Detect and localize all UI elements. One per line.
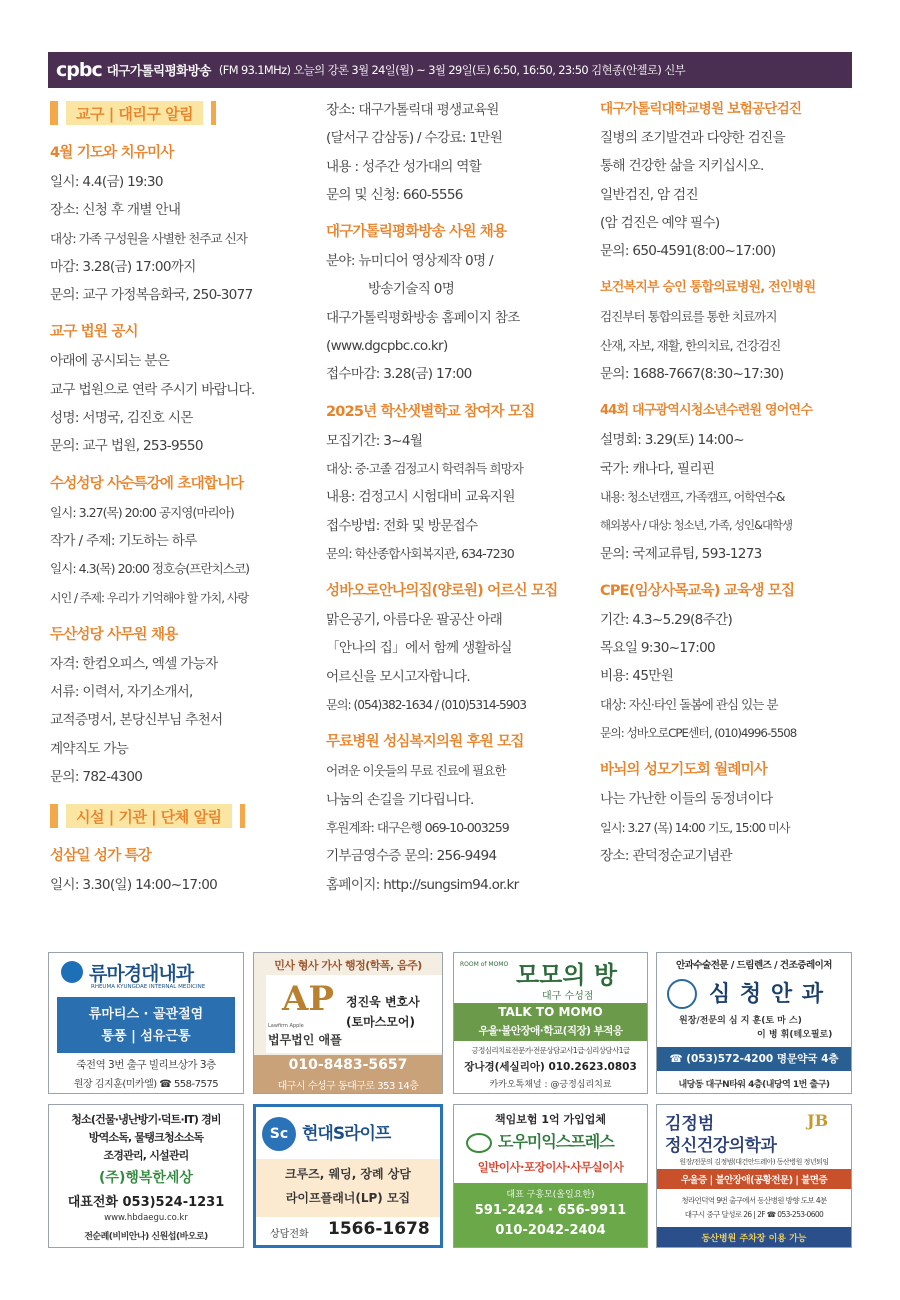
ad-life-service bbox=[253, 1104, 443, 1248]
ad-momo-counseling bbox=[453, 952, 648, 1094]
ad-tagline: TALK TO MOMO bbox=[498, 1005, 603, 1019]
rheuma-logo-icon bbox=[61, 961, 83, 983]
notice-line: 일시: 3.30(일) 14:00~17:00 bbox=[50, 877, 218, 894]
ad-kakao: 카카오톡채널 : @긍정심리치료 bbox=[489, 1080, 612, 1090]
notice-line: 검진부터 통합의료를 통한 치료까지 bbox=[600, 309, 777, 325]
ad-phone: 1566-1678 bbox=[328, 1219, 430, 1239]
notice-hymn-lecture-cont bbox=[326, 96, 588, 209]
ad-eye-clinic bbox=[656, 952, 852, 1094]
ad-people: 전순례(비비안나) 신원섭(바오로) bbox=[84, 1232, 208, 1242]
notice-line: 문의: 교구 법원, 253-9550 bbox=[50, 438, 203, 455]
eye-logo-icon bbox=[667, 979, 697, 1009]
notice-line: 기간: 4.3~5.29(8주간) bbox=[600, 611, 733, 628]
ad-facility-mgmt bbox=[48, 1104, 244, 1248]
ad-credentials: 긍정심리치료전문가·전문상담교사1급·심리상담사1급 bbox=[471, 1046, 630, 1055]
notice-line: 후원계좌: 대구은행 069-10-003259 bbox=[326, 819, 509, 835]
notice-line: 방송기술직 0명 bbox=[368, 281, 455, 298]
section-title: 교구 | 대리구 알림 bbox=[66, 101, 203, 125]
ad-services: 크루즈, 웨딩, 장례 상담 bbox=[285, 1167, 411, 1181]
ad-directions: 청라언덕역 9번 출구에서 동산병원 방향 도보 4분 bbox=[681, 1196, 827, 1205]
ad-title: 김정범 bbox=[665, 1114, 715, 1134]
notice-title: 바뇌의 성모기도회 월례미사 bbox=[600, 762, 767, 779]
ad-headline: 민사 형사 가사 행정(학폭, 음주) bbox=[274, 959, 422, 972]
notice-line: 분야: 뉴미디어 영상제작 0명 / bbox=[326, 253, 493, 270]
ad-recruit: 라이프플래너(LP) 모집 bbox=[285, 1191, 411, 1205]
ad-title: 류마경대내과 bbox=[89, 963, 194, 985]
notice-line: 문의: (054)382-1634 / (010)5314-5903 bbox=[326, 698, 527, 713]
notice-line: 아래에 공시되는 분은 bbox=[50, 353, 170, 370]
column-3 bbox=[600, 96, 858, 880]
notice-title: 2025년 학산샛별학교 참여자 모집 bbox=[326, 403, 535, 420]
notice-line: 교적증명서, 본당신부님 추천서 bbox=[50, 712, 223, 729]
ad-subtitle: RHEUMA KYUNGDAE INTERNAL MEDICINE bbox=[91, 984, 206, 990]
notice-line: 대상: 가족 구성원을 사별한 천주교 신자 bbox=[50, 230, 247, 246]
notice-line: 성명: 서명국, 김진호 시몬 bbox=[50, 410, 193, 427]
notice-line: 내용: 검정고시 시험대비 교육지원 bbox=[326, 489, 515, 506]
notice-line: 문의: 782-4300 bbox=[50, 769, 143, 786]
notice-title: 성삼일 성가 특강 bbox=[50, 848, 151, 865]
notice-line: 설명회: 3.29(토) 14:00~ bbox=[600, 432, 744, 449]
ad-doctor: 원장/전문의 심 지 훈(토 마 스) bbox=[679, 1016, 802, 1026]
notice-line: 대상: 중·고졸 검정고시 학력취득 희망자 bbox=[326, 460, 523, 476]
notice-banneux-mass bbox=[600, 757, 858, 870]
notice-line: 계약직도 가능 bbox=[50, 740, 129, 757]
ad-phone-label: 상담전화 bbox=[270, 1229, 309, 1240]
notice-line: 문의 및 신청: 660-5556 bbox=[326, 186, 463, 203]
ad-rheuma-clinic bbox=[48, 952, 244, 1094]
column-1 bbox=[50, 94, 308, 910]
ad-title: 모모의 방 bbox=[516, 960, 618, 989]
notice-line: 문의: 교구 가정복음화국, 250-3077 bbox=[50, 287, 253, 304]
notice-hospital-checkup bbox=[600, 96, 858, 265]
notice-english-camp bbox=[600, 398, 858, 567]
ad-headline: 책임보험 1억 가입업체 bbox=[495, 1113, 606, 1126]
notice-title: 성바오로안나의집(양로원) 어르신 모집 bbox=[326, 583, 558, 600]
section-header-diocese bbox=[50, 98, 308, 128]
truck-logo-icon bbox=[466, 1133, 492, 1153]
notice-line: 모집기간: 3~4월 bbox=[326, 432, 423, 449]
notice-cpe bbox=[600, 578, 858, 747]
notice-line: 접수마감: 3.28(금) 17:00 bbox=[326, 366, 472, 383]
ad-title: 현대S라이프 bbox=[302, 1124, 391, 1144]
notice-line: 비용: 45만원 bbox=[600, 668, 674, 685]
column-2 bbox=[326, 96, 588, 909]
section-header-facilities bbox=[50, 801, 308, 831]
notice-line: 접수방법: 전화 및 방문접수 bbox=[326, 517, 478, 534]
jb-logo-icon: JB bbox=[807, 1111, 829, 1130]
notice-line: 나눔의 손길을 기다립니다. bbox=[326, 791, 474, 808]
ad-brand: ROOM of MOMO bbox=[460, 961, 509, 968]
notice-line: (암 검진은 예약 필수) bbox=[600, 214, 720, 231]
ad-representative: 대표 구홍모(올일요한) bbox=[506, 1190, 595, 1200]
notice-line: 장소: 신청 후 개별 안내 bbox=[50, 202, 181, 219]
ad-phone: 591-2424 · 656-9911 bbox=[474, 1203, 627, 1218]
ad-firm: 법무법인 애플 bbox=[268, 1033, 342, 1047]
ad-services: 일반이사·포장이사·사무실이사 bbox=[477, 1160, 624, 1174]
notice-line: 산재, 자보, 재활, 한의치료, 건강검진 bbox=[600, 337, 781, 353]
notice-job-dusan bbox=[50, 622, 308, 791]
notice-line: 장소: 관덕정순교기념관 bbox=[600, 847, 732, 864]
sc-logo-icon: Sc bbox=[262, 1117, 296, 1151]
ad-title: 도우미익스프레스 bbox=[498, 1132, 614, 1151]
notice-line: 자격: 한컴오피스, 엑셀 가능자 bbox=[50, 655, 218, 672]
notice-line: 대구가톨릭평화방송 홈페이지 참조 bbox=[326, 309, 520, 326]
notice-free-clinic bbox=[326, 729, 588, 898]
notice-title: 대구가톨릭대학교병원 보험공단검진 bbox=[600, 101, 802, 117]
notice-line: 작가 / 주제: 기도하는 하루 bbox=[50, 532, 197, 549]
ad-moving-service bbox=[453, 1104, 648, 1248]
ad-doctor: 원장/전문의 김정범(대건안드레아) 동산병원 정년퇴임 bbox=[679, 1158, 829, 1166]
notice-line: (달서구 감삼동) / 수강료: 1만원 bbox=[326, 130, 503, 147]
notice-line: 문의: 1688-7667(8:30~17:30) bbox=[600, 366, 784, 383]
ad-branch: 대구 수성점 bbox=[542, 991, 594, 1002]
notice-line: 문의: 성바오로CPE센터, (010)4996-5508 bbox=[600, 726, 797, 741]
notice-line: 시인 / 주제: 우리가 기억해야 할 가치, 사랑 bbox=[50, 590, 249, 605]
notice-line: 문의: 650-4591(8:00~17:00) bbox=[600, 243, 776, 260]
ad-phone: ☎ (053)572-4200 명문약국 4층 bbox=[669, 1053, 839, 1065]
ad-title: (주)행복한세상 bbox=[99, 1170, 193, 1186]
ad-law-firm bbox=[253, 952, 443, 1094]
notice-cpbc-hiring bbox=[326, 219, 588, 388]
ad-address: 내당동 대구N타워 4층(내당역 1번 출구) bbox=[678, 1080, 830, 1090]
notice-line: 어르신을 모시고자합니다. bbox=[326, 668, 470, 685]
notice-court bbox=[50, 319, 308, 460]
notice-title: 수성성당 사순특강에 초대합니다 bbox=[50, 475, 244, 492]
ad-contact: 장나경(세실리아) 010.2623.0803 bbox=[464, 1061, 637, 1073]
notice-line: 맑은공기, 아름다운 팔공산 아래 bbox=[326, 612, 503, 629]
header-bar bbox=[48, 52, 852, 88]
ad-title: 정신건강의학과 bbox=[665, 1136, 777, 1156]
ad-firm-en: Lawfirm Apple bbox=[268, 1023, 304, 1029]
notice-line: 일시: 3.27 (목) 14:00 기도, 15:00 미사 bbox=[600, 820, 790, 835]
notice-title: CPE(임상사목교육) 교육생 모집 bbox=[600, 582, 795, 599]
notice-line: 내용 : 성주간 성가대의 역할 bbox=[326, 158, 482, 175]
ad-phone: 010-8483-5657 bbox=[288, 1057, 408, 1073]
notice-line: 장소: 대구가톨릭대 평생교육원 bbox=[326, 102, 499, 118]
broadcast-info: (FM 93.1MHz) 오늘의 강론 3월 24일(월) ~ 3월 29일(토) 6:50, 16:50, 23:50 김현종(안젤로) 신부 bbox=[218, 63, 686, 77]
notice-line: 일시: 4.4(금) 19:30 bbox=[50, 174, 163, 190]
notice-line: 목요일 9:30~17:00 bbox=[600, 640, 716, 657]
notice-lent-lecture bbox=[50, 471, 308, 612]
ad-service: 통풍 | 섬유근통 bbox=[101, 1029, 191, 1044]
ad-services: 우울증 | 불안장애(공황전문) | 불면증 bbox=[680, 1175, 828, 1186]
ad-phone: 010-2042-2404 bbox=[495, 1223, 606, 1238]
ad-address: 대구시 중구 달성로 26 | 2F ☎ 053-253-0600 bbox=[684, 1210, 824, 1219]
notice-line: 어려운 이웃들의 무료 진료에 필요한 bbox=[326, 763, 506, 779]
ad-address: 대구시 수성구 동대구로 353 14층 bbox=[277, 1081, 419, 1092]
ad-services: 조경관리, 시설관리 bbox=[103, 1149, 189, 1162]
notice-line: 일시: 3.27(목) 20:00 공지영(마리아) bbox=[50, 504, 234, 520]
notice-title: 교구 법원 공시 bbox=[50, 324, 138, 341]
notice-title: 무료병원 성심복지의원 후원 모집 bbox=[326, 734, 524, 751]
ad-lawyer: 정진욱 변호사 bbox=[346, 995, 420, 1009]
notice-line: 국가: 캐나다, 필리핀 bbox=[600, 460, 715, 477]
ad-psychiatry bbox=[656, 1104, 852, 1248]
notice-line: 일시: 4.3(목) 20:00 정호승(프란치스코) bbox=[50, 561, 250, 577]
ad-website: www.hbdaegu.co.kr bbox=[104, 1213, 188, 1223]
notice-title: 44회 대구광역시청소년수련원 영어연수 bbox=[600, 403, 813, 419]
notice-line: 기부금영수증 문의: 256-9494 bbox=[326, 848, 497, 865]
notice-line: 「안나의 집」에서 함께 생활하실 bbox=[326, 640, 512, 657]
station-name: 대구가톨릭평화방송 bbox=[106, 63, 211, 78]
notice-hymn-lecture bbox=[50, 843, 308, 899]
ad-service: 류마티스 · 골관절염 bbox=[88, 1007, 204, 1022]
ad-services: 청소(건물·냉난방기·덕트·IT) 경비 bbox=[71, 1113, 221, 1126]
notice-line: 교구 법원으로 연락 주시기 바랍니다. bbox=[50, 381, 255, 398]
notice-line: 문의: 학산종합사회복지관, 634-7230 bbox=[326, 545, 514, 561]
ad-headline: 안과수술전문 / 드림렌즈 / 건조증레이저 bbox=[675, 960, 832, 971]
cpbc-logo: cpbc bbox=[56, 59, 102, 81]
notice-line: 해외봉사 / 대상: 청소년, 가족, 성인&대학생 bbox=[600, 518, 792, 533]
notice-line: 홈페이지: http://sungsim94.or.kr bbox=[326, 876, 519, 893]
ad-title: 심 청 안 과 bbox=[709, 982, 824, 1007]
notice-healing-mass bbox=[50, 140, 308, 309]
notice-line: 질병의 조기발견과 다양한 검진을 bbox=[600, 130, 785, 146]
notice-integrated-hospital bbox=[600, 275, 858, 388]
notice-line: (www.dgcpbc.co.kr) bbox=[326, 338, 448, 355]
notice-title: 두산성당 사무원 채용 bbox=[50, 626, 178, 643]
notice-line: 나는 가난한 이들의 동정녀이다 bbox=[600, 791, 773, 808]
notice-title: 보건복지부 승인 통합의료병원, 전인병원 bbox=[600, 280, 816, 296]
ad-services: 우울·불안장애·학교(직장) 부적응 bbox=[478, 1025, 623, 1037]
apple-logo-icon: AP bbox=[282, 979, 334, 1019]
notice-line: 대상: 자신·타인 돌봄에 관심 있는 분 bbox=[600, 696, 778, 712]
ad-phone: 대표전화 053)524-1231 bbox=[67, 1195, 225, 1210]
ad-lawyer-saint: (토마스모어) bbox=[346, 1015, 415, 1029]
notice-line: 내용: 청소년캠프, 가족캠프, 어학연수& bbox=[600, 489, 785, 504]
notice-line: 문의: 국제교류팀, 593-1273 bbox=[600, 545, 762, 562]
notice-title: 대구가톨릭평화방송 사원 채용 bbox=[326, 224, 507, 241]
notice-line: 통해 건강한 삶을 지키십시오. bbox=[600, 158, 764, 175]
ad-contact: 원장 김지훈(미카엘) ☎ 558-7575 bbox=[73, 1079, 219, 1090]
ad-parking: 동산병원 주차장 이용 가능 bbox=[701, 1234, 807, 1244]
ad-address: 죽전역 3번 출구 빌리브상가 3층 bbox=[76, 1059, 216, 1071]
section-title: 시설 | 기관 | 단체 알림 bbox=[66, 804, 232, 828]
notice-title: 4월 기도와 치유미사 bbox=[50, 145, 174, 161]
ad-services: 방역소독, 물탱크청소소독 bbox=[88, 1131, 204, 1144]
notice-line: 서류: 이력서, 자기소개서, bbox=[50, 684, 193, 701]
notice-nursing-home bbox=[326, 578, 588, 719]
notice-line: 일반검진, 암 검진 bbox=[600, 186, 698, 203]
ad-doctor: 이 병 휘(테오필로) bbox=[757, 1030, 833, 1040]
notice-line: 마감: 3.28(금) 17:00까지 bbox=[50, 258, 196, 275]
notice-school bbox=[326, 399, 588, 568]
